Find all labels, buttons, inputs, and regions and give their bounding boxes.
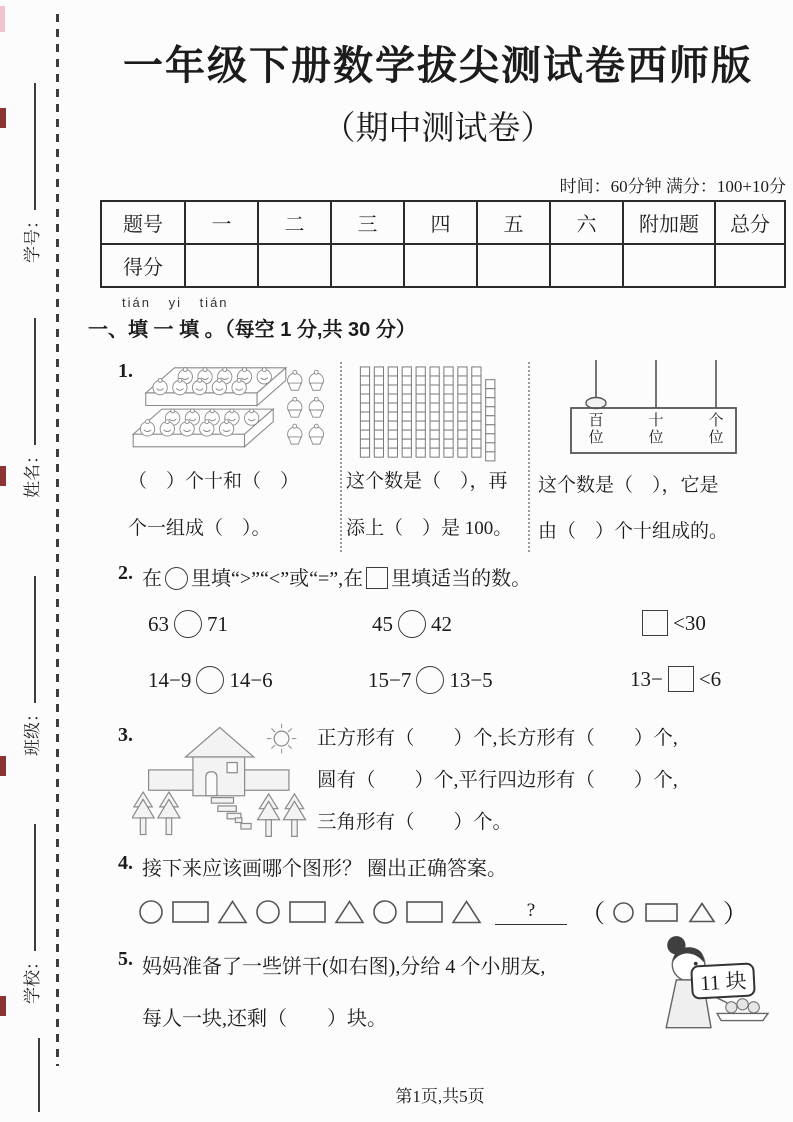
compare-circle-blank <box>416 666 444 694</box>
open-paren: （ <box>580 901 606 928</box>
compare-left: 15−7 <box>368 668 412 692</box>
score-cell <box>623 244 715 287</box>
page-number: 第1页,共5页 <box>395 1087 485 1106</box>
question-mark: ? <box>526 899 536 921</box>
circle-shape <box>138 899 164 925</box>
edge-mark <box>0 466 6 486</box>
circle-shape <box>372 899 398 925</box>
col-6: 六 <box>550 201 623 244</box>
answer-options <box>612 901 716 924</box>
score-cell <box>715 244 785 287</box>
compare-circle-blank <box>174 610 202 638</box>
score-table <box>100 200 786 288</box>
compare-left: 14−9 <box>148 668 192 692</box>
q4-shape-row <box>138 894 748 930</box>
question-2-number: 2. <box>118 562 133 584</box>
school-field <box>19 824 41 1004</box>
school-blank <box>24 824 36 951</box>
col-3: 三 <box>331 201 404 244</box>
circle-shape <box>612 901 635 924</box>
triangle-shape <box>688 901 716 924</box>
score-cell <box>477 244 550 287</box>
window-square <box>227 763 237 773</box>
score-cell <box>404 244 477 287</box>
shape-pattern-sequence <box>138 899 482 925</box>
place-label-hundreds: 百位 <box>588 413 604 447</box>
student-id-blank <box>24 83 36 210</box>
class-blank <box>24 576 36 703</box>
triangle-shape <box>451 899 482 925</box>
rect-shape <box>171 899 210 925</box>
left-wing-rect <box>149 770 193 790</box>
q4-prompt: 接下来应该画哪个图形？ 圈出正确答案。 <box>142 858 507 880</box>
paper-subtitle: （期中测试卷） <box>322 111 554 147</box>
q2-instruction-text: 在 <box>142 568 162 590</box>
seal-dashed-line <box>56 14 59 1066</box>
place-label-ones: 个位 <box>708 413 724 447</box>
q2-instruction-text: 里填适当的数。 <box>391 568 532 590</box>
abacus-bead <box>586 398 606 409</box>
student-name-blank <box>24 318 36 445</box>
compare-left: 63 <box>148 612 169 636</box>
compare-right: 14−6 <box>229 668 273 692</box>
fill-box-item <box>637 610 706 636</box>
edge-mark <box>0 108 6 128</box>
circle-shape <box>255 899 281 925</box>
edge-mark <box>0 756 6 776</box>
panel-separator <box>528 362 530 552</box>
corner-mark <box>0 6 5 32</box>
place-label-tens: 十位 <box>648 413 664 447</box>
shape-house-illustration <box>132 716 312 846</box>
score-row-label: 得分 <box>101 244 185 287</box>
question-1-number: 1. <box>118 360 133 382</box>
school-label: 学校： <box>22 953 42 1004</box>
compare-circle-blank <box>196 666 224 694</box>
triangle-shape <box>217 899 248 925</box>
panel-separator <box>340 362 342 552</box>
col-2: 二 <box>258 201 331 244</box>
compare-left: 13− <box>630 667 663 691</box>
rect-shape <box>644 901 679 924</box>
side-blank-line <box>38 1038 40 1112</box>
q2-instruction <box>142 562 531 591</box>
score-cell <box>550 244 623 287</box>
stepping-stones <box>211 798 251 829</box>
paper-title: 一年级下册数学拔尖测试卷西师版 <box>123 43 753 88</box>
compare-item <box>368 666 493 694</box>
score-cell <box>258 244 331 287</box>
class-label: 班级： <box>22 705 42 756</box>
q1-panel2-line2: 添上（ ）是 100。 <box>346 518 513 539</box>
question-3 <box>110 716 787 852</box>
edge-mark <box>0 996 6 1016</box>
compare-circle-icon <box>165 567 188 590</box>
compare-right: 42 <box>431 612 452 636</box>
q3-line3: 三角形有（ ）个。 <box>317 812 513 833</box>
q3-line2: 圆有（ ）个,平行四边形有（ ）个, <box>317 770 678 791</box>
answer-box-icon <box>366 567 388 589</box>
triangle-shape <box>334 899 365 925</box>
rect-shape <box>405 899 444 925</box>
roof-triangle <box>186 727 254 757</box>
cookie-count-badge: 11 块 <box>690 962 756 999</box>
compare-left: 45 <box>372 612 393 636</box>
q1-panel1-line1: （ ）个十和（ ） <box>128 471 300 492</box>
question-1 <box>110 358 787 558</box>
col-4: 四 <box>404 201 477 244</box>
q1-panel1-line2: 个一组成（ ）。 <box>128 518 271 539</box>
compare-right: <6 <box>698 667 722 691</box>
mother-with-cookies-illustration <box>643 932 783 1044</box>
student-id-field <box>19 83 41 263</box>
q3-line1: 正方形有（ ）个,长方形有（ ）个, <box>317 728 678 749</box>
compare-item <box>372 610 452 638</box>
q5-line1: 妈妈准备了一些饼干(如右图),分给 4 个小朋友, <box>142 956 546 978</box>
close-paren: ） <box>723 901 749 928</box>
fill-box-item <box>630 666 721 692</box>
answer-box-blank <box>668 666 694 692</box>
score-table-score-row <box>101 244 785 287</box>
q1-panel3-line1: 这个数是（ ），它是 <box>538 475 719 496</box>
compare-right: <30 <box>673 611 706 635</box>
question-5 <box>110 946 787 1058</box>
score-cell <box>185 244 258 287</box>
col-bonus: 附加题 <box>623 201 715 244</box>
score-table-header-row <box>101 201 785 244</box>
question-3-number: 3. <box>118 724 133 746</box>
bun-trays-illustration <box>126 364 328 465</box>
question-5-number: 5. <box>118 948 133 970</box>
q2-instruction-text: 里填“>”“<”或“=”,在 <box>191 568 364 590</box>
compare-item <box>148 610 228 638</box>
sun-icon <box>267 724 297 754</box>
compare-right: 13−5 <box>449 668 493 692</box>
base-ten-blocks-illustration <box>356 364 504 465</box>
answer-box-blank <box>642 610 668 636</box>
q1-panel3-line2: 由（ ）个十组成的。 <box>538 521 729 542</box>
compare-right: 71 <box>207 612 228 636</box>
student-name-field <box>19 318 41 498</box>
compare-item <box>148 666 273 694</box>
compare-circle-blank <box>398 610 426 638</box>
col-5: 五 <box>477 201 550 244</box>
pattern-question-blank <box>495 900 567 925</box>
time-score-info: 时间：60分钟 满分：100+10分 <box>559 177 786 196</box>
door <box>206 772 217 796</box>
question-4-number: 4. <box>118 852 133 874</box>
q1-panel2-line1: 这个数是（ ），再 <box>346 471 508 492</box>
student-id-label: 学号： <box>22 212 42 263</box>
col-question-no: 题号 <box>101 201 185 244</box>
col-total: 总分 <box>715 201 785 244</box>
class-field <box>19 576 41 756</box>
q5-line2: 每人一块,还剩（ ）块。 <box>142 1008 387 1030</box>
rect-shape <box>288 899 327 925</box>
right-wing-rect <box>245 770 289 790</box>
question-2 <box>110 560 787 718</box>
section1-heading: 一、填 一 填 。（每空 1 分,共 30 分） <box>88 319 416 341</box>
col-1: 一 <box>185 201 258 244</box>
student-name-label: 姓名： <box>22 447 42 498</box>
pinyin-annotation: tián yi tián <box>122 295 229 310</box>
score-cell <box>331 244 404 287</box>
